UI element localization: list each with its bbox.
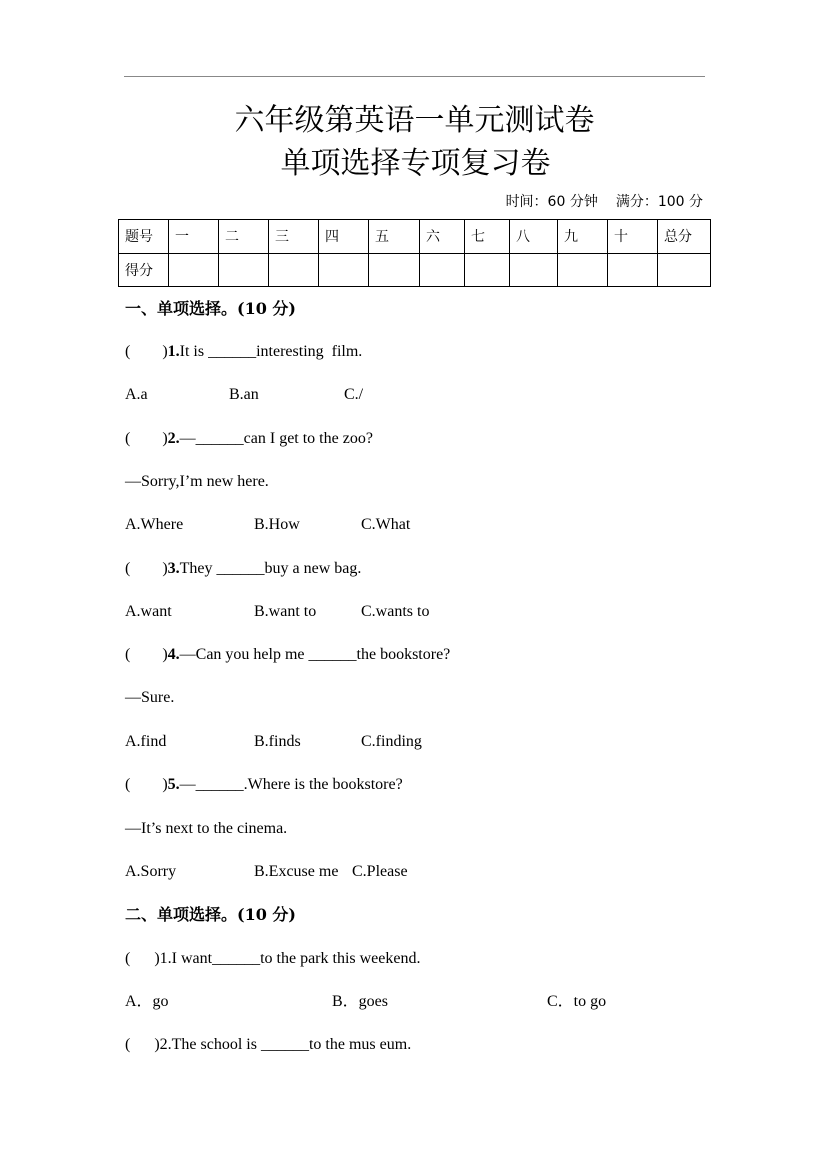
table-row [119, 220, 711, 254]
options-row [125, 861, 725, 883]
score-entry-cell[interactable] [319, 253, 369, 287]
answer-bracket[interactable]: ( ) [125, 646, 168, 663]
score-entry-cell[interactable] [558, 253, 608, 287]
table-cell: 得分 [119, 253, 169, 287]
options-row [125, 991, 725, 1013]
score-entry-cell[interactable] [369, 253, 420, 287]
score-entry-cell[interactable] [420, 253, 465, 287]
score-table [118, 219, 711, 287]
answer-bracket[interactable]: ( ) [125, 560, 168, 577]
question-number: 2. [167, 430, 180, 447]
option-a: A.a [125, 386, 148, 403]
section-heading: 一、单项选择。(10 分) [125, 299, 296, 318]
dialogue-reply: —It’s next to the cinema. [125, 820, 288, 837]
exam-info [506, 192, 703, 212]
question-1 [125, 341, 362, 363]
section-heading: 二、单项选择。(10 分) [125, 905, 296, 924]
option-a: A．go [125, 993, 169, 1010]
page-subtitle: 单项选择专项复习卷 [280, 146, 551, 181]
question-5 [125, 774, 403, 796]
table-cell: 五 [369, 220, 420, 254]
time-limit: 时间：60 分钟 [505, 194, 598, 210]
options-row [125, 384, 725, 406]
question-number: 4. [167, 646, 180, 663]
table-cell: 三 [269, 220, 319, 254]
full-score: 满分：100 分 [615, 194, 703, 210]
dialogue-reply: —Sure. [125, 689, 175, 706]
table-row [119, 253, 711, 287]
option-a: A.want [125, 603, 172, 620]
question-stem: It is ______interesting film. [179, 343, 363, 360]
question-stem: They ______buy a new bag. [179, 560, 362, 577]
option-a: A.Where [125, 516, 184, 533]
question-1: ( )1.I want______to the park this weekend. [125, 950, 421, 967]
question-stem: —Can you help me ______the bookstore? [179, 646, 451, 663]
answer-bracket[interactable]: ( ) [125, 343, 168, 360]
option-c: C./ [344, 386, 364, 403]
question-2: ( )2.The school is ______to the mus eum. [125, 1036, 412, 1053]
score-entry-cell[interactable] [465, 253, 510, 287]
page-title: 六年级第英语一单元测试卷 [234, 103, 595, 138]
table-cell: 七 [465, 220, 510, 254]
options-row [125, 514, 725, 536]
option-c: C.wants to [361, 603, 430, 620]
score-entry-cell[interactable] [269, 253, 319, 287]
table-cell: 十 [608, 220, 658, 254]
answer-bracket[interactable]: ( ) [125, 776, 168, 793]
option-c: C.Please [352, 863, 408, 880]
option-a: A.find [125, 733, 167, 750]
question-stem: —______.Where is the bookstore? [179, 776, 403, 793]
option-b: B.an [229, 386, 259, 403]
question-number: 1. [167, 343, 180, 360]
table-cell: 九 [558, 220, 608, 254]
question-2 [125, 428, 373, 450]
option-b: B．goes [332, 993, 389, 1010]
table-cell: 一 [169, 220, 219, 254]
option-b: B.How [254, 516, 300, 533]
answer-bracket[interactable]: ( ) [125, 430, 168, 447]
table-cell: 总分 [658, 220, 711, 254]
table-cell: 四 [319, 220, 369, 254]
option-c: C.finding [361, 733, 422, 750]
option-c: C.What [361, 516, 411, 533]
question-stem: —______can I get to the zoo? [179, 430, 373, 447]
option-b: B.want to [254, 603, 317, 620]
option-c: C．to go [547, 993, 607, 1010]
option-a: A.Sorry [125, 863, 177, 880]
options-row [125, 601, 725, 623]
table-cell: 六 [420, 220, 465, 254]
dialogue-reply: —Sorry,I’m new here. [125, 473, 269, 490]
question-number: 5. [167, 776, 180, 793]
question-4 [125, 644, 450, 666]
table-cell: 题号 [119, 220, 169, 254]
question-number: 3. [167, 560, 180, 577]
table-cell: 八 [510, 220, 558, 254]
option-b: B.finds [254, 733, 301, 750]
score-entry-cell[interactable] [658, 253, 711, 287]
table-cell: 二 [219, 220, 269, 254]
score-entry-cell[interactable] [608, 253, 658, 287]
score-entry-cell[interactable] [219, 253, 269, 287]
options-row [125, 731, 725, 753]
question-3 [125, 558, 361, 580]
option-b: B.Excuse me [254, 863, 339, 880]
header-rule [124, 76, 705, 77]
score-entry-cell[interactable] [169, 253, 219, 287]
score-entry-cell[interactable] [510, 253, 558, 287]
